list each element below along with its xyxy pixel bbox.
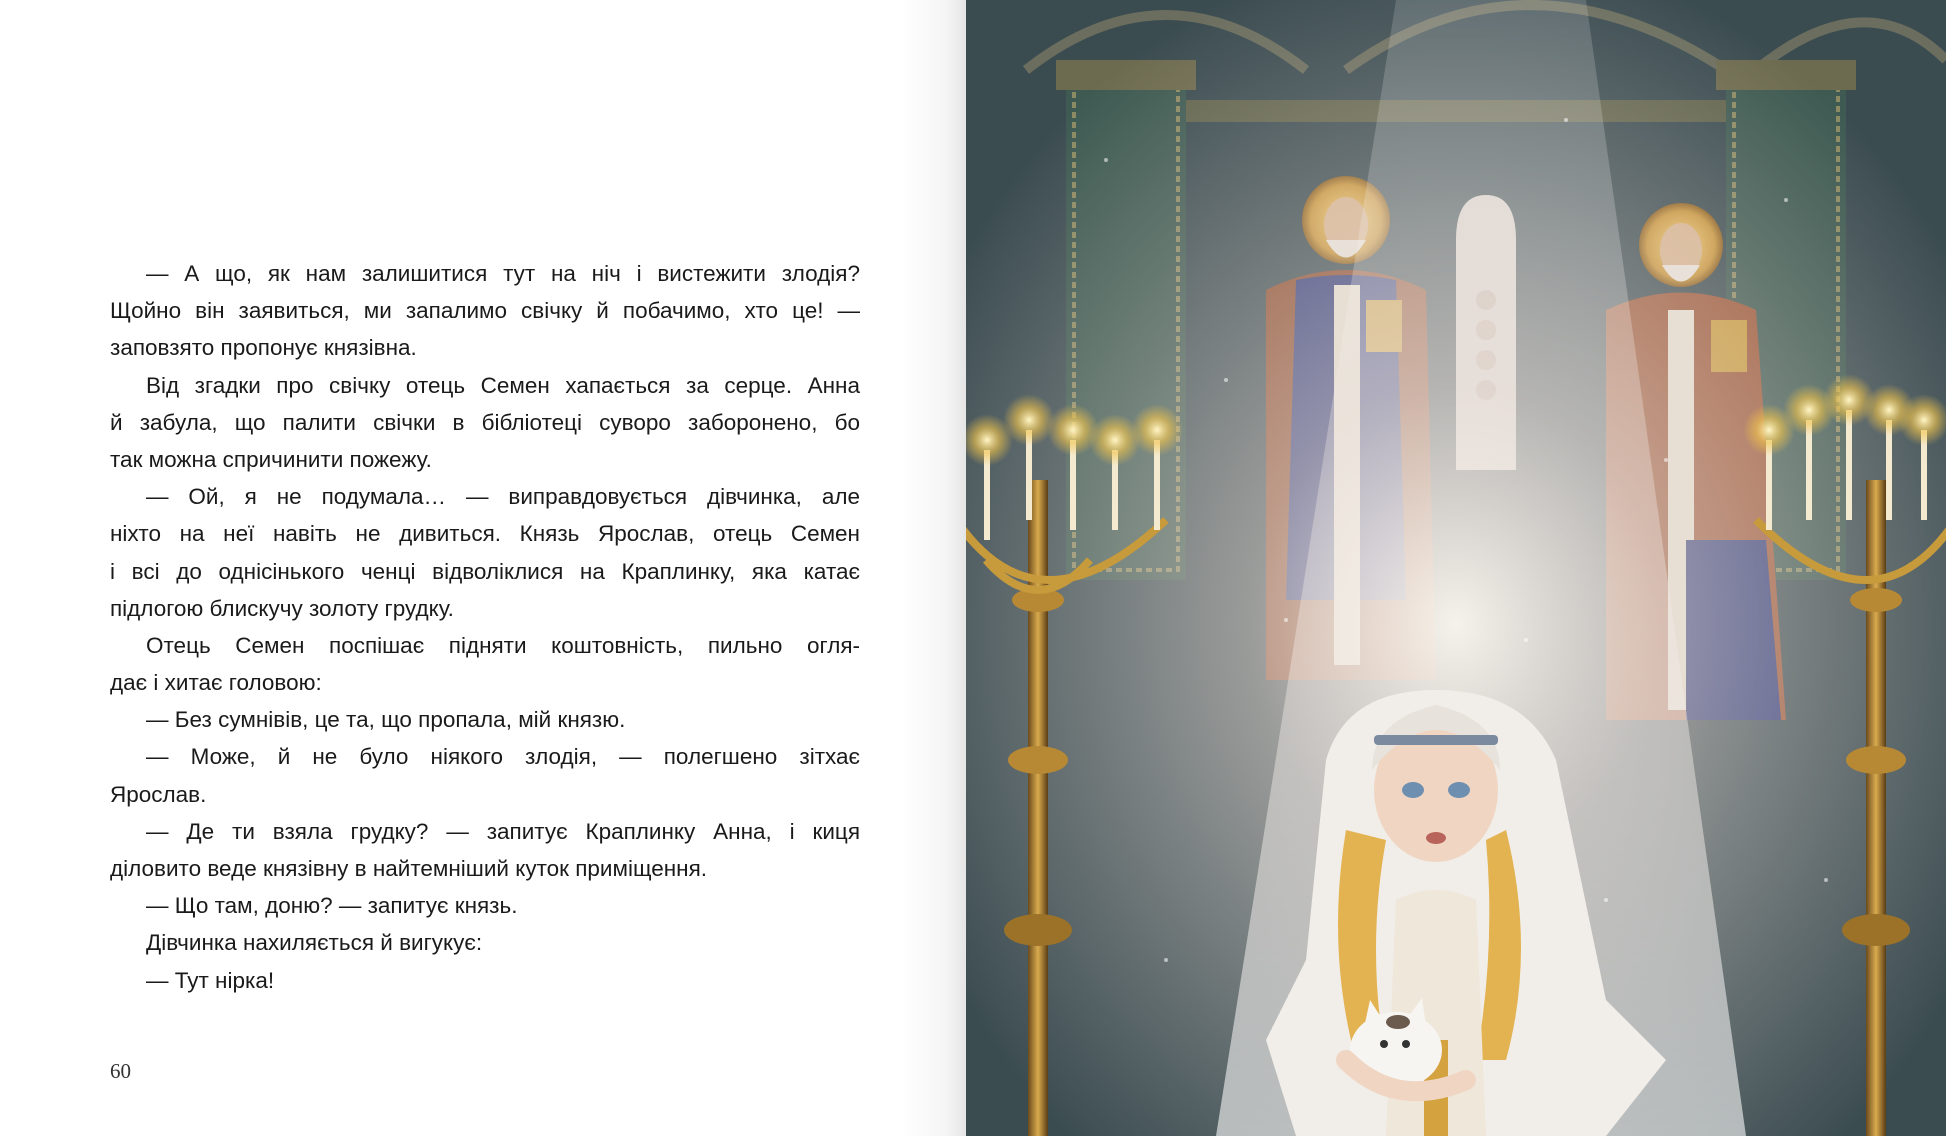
story-text: [110, 255, 860, 999]
illustration-art: [966, 0, 1946, 1136]
text-line: і всі до однісінького ченці відволіклися на Краплинку, яка катає: [110, 558, 860, 584]
text-line: — А що, як нам залишитися тут на ніч і вистежити злодія?: [146, 261, 860, 286]
text-line: Ярослав.: [110, 781, 207, 807]
text-line: — Без сумнівів, це та, що пропала, мій князю.: [146, 707, 626, 733]
gutter-shadow: [900, 0, 966, 1136]
text-page: [0, 0, 966, 1136]
text-line: підлогою блискучу золоту грудку.: [110, 595, 454, 621]
text-line: діловито веде князівну в найтемніший куток приміщення.: [110, 856, 708, 881]
text-line: Отець Семен поспішає підняти коштовність, пильно огля-: [146, 632, 860, 658]
text-line: Щойно він заявиться, ми запалимо свічку й побачимо, хто це! —: [110, 298, 860, 324]
text-line: Від згадки про свічку отець Семен хапається за серце. Анна: [146, 372, 860, 398]
text-line: — Тут нірка!: [146, 967, 275, 993]
illustration: [966, 0, 1946, 1136]
text-line: Дівчинка нахиляється й вигукує:: [146, 930, 483, 956]
text-line: — Що там, доню? — запитує князь.: [146, 893, 518, 919]
page-number: 60: [110, 1059, 131, 1083]
text-line: ніхто на неї навіть не дивиться. Князь Ярослав, отець Семен: [110, 521, 860, 547]
text-line: — Може, й не було ніякого злодія, — полегшено зітхає: [146, 744, 860, 770]
text-line: заповзято пропонує князівна.: [110, 335, 417, 361]
text-line: так можна спричинити пожежу.: [110, 446, 432, 472]
text-line: дає і хитає головою:: [110, 670, 322, 696]
text-line: — Ой, я не подумала… — виправдовується дівчинка, але: [146, 484, 860, 510]
text-line: — Де ти взяла грудку? — запитує Краплинку Анна, і киця: [146, 818, 860, 844]
text-line: й забула, що палити свічки в бібліотеці суворо заборонено, бо: [110, 409, 860, 435]
